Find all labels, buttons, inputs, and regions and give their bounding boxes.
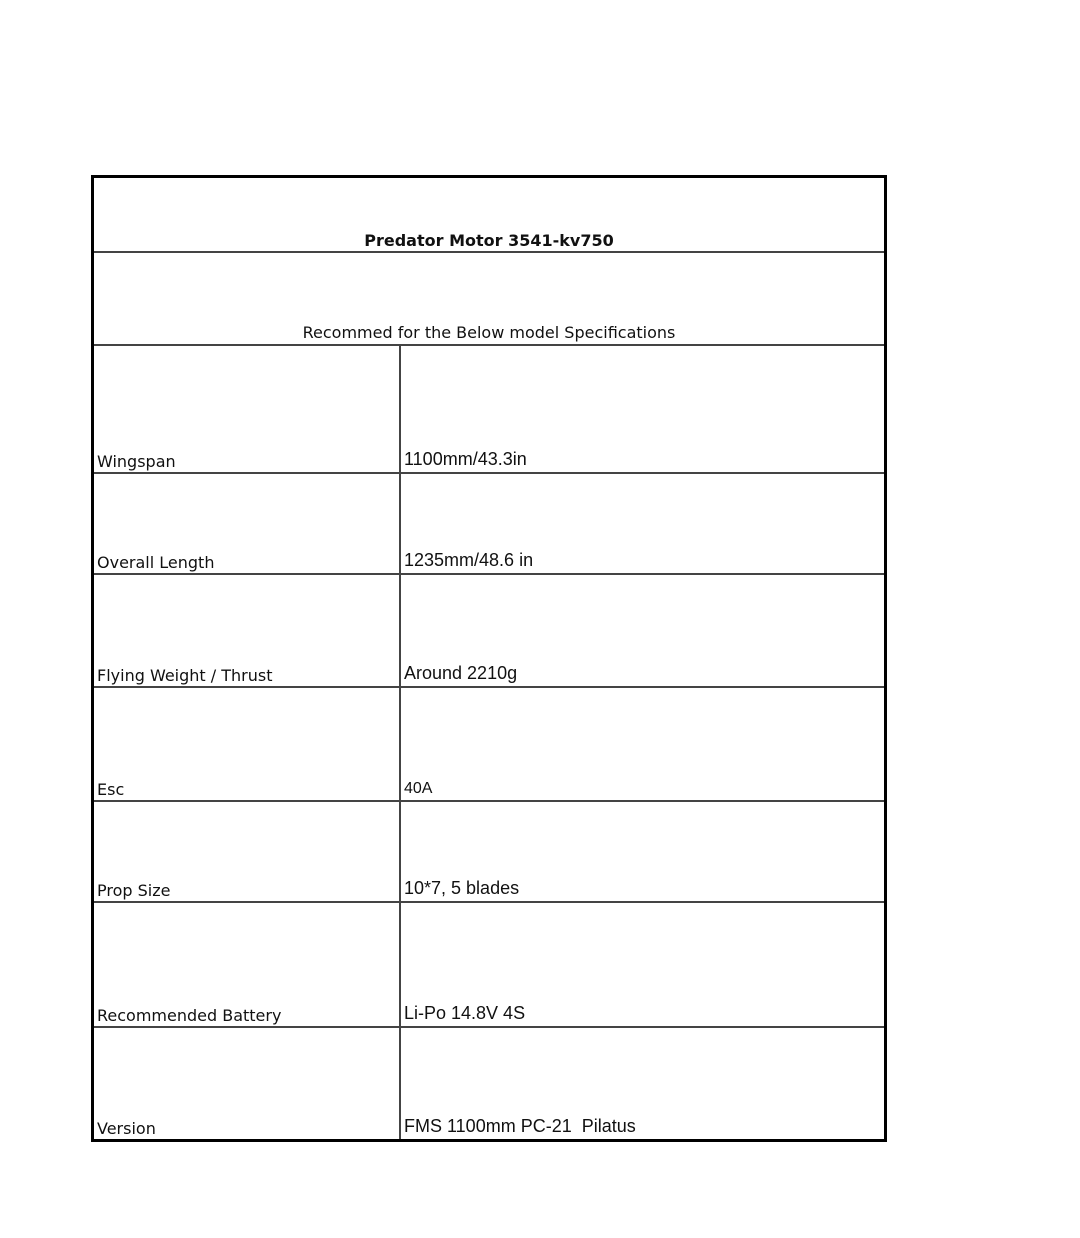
spec-value: 1235mm/48.6 in (404, 550, 534, 570)
spec-label: Recommended Battery (97, 1006, 282, 1025)
spec-row-wingspan (94, 346, 884, 474)
spec-value: 40A (404, 780, 433, 797)
spec-row-recommended-battery (94, 903, 884, 1028)
spec-value: 1100mm/43.3in (404, 449, 527, 469)
sheet-title: Predator Motor 3541-kv750 (364, 231, 614, 250)
spec-value: Around 2210g (404, 663, 518, 683)
spec-row-flying-weight (94, 575, 884, 688)
spec-row-version (94, 1028, 884, 1139)
spec-label: Prop Size (97, 881, 171, 900)
title-row (94, 178, 884, 253)
spec-value: FMS 1100mm PC-21 Pilatus (404, 1116, 636, 1136)
spec-label: Esc (97, 780, 125, 799)
spec-label: Flying Weight / Thrust (97, 666, 273, 685)
subtitle-row (94, 253, 884, 346)
spec-value: Li-Po 14.8V 4S (404, 1003, 526, 1023)
spec-label: Version (97, 1119, 156, 1138)
sheet-subtitle: Recommed for the Below model Specifications (302, 323, 676, 342)
spec-value: 10*7, 5 blades (404, 878, 520, 898)
spec-row-overall-length (94, 474, 884, 575)
spec-row-prop-size (94, 802, 884, 903)
spec-sheet-table (91, 175, 887, 1142)
spec-row-esc (94, 688, 884, 802)
spec-label: Wingspan (97, 452, 176, 471)
spec-label: Overall Length (97, 553, 215, 572)
